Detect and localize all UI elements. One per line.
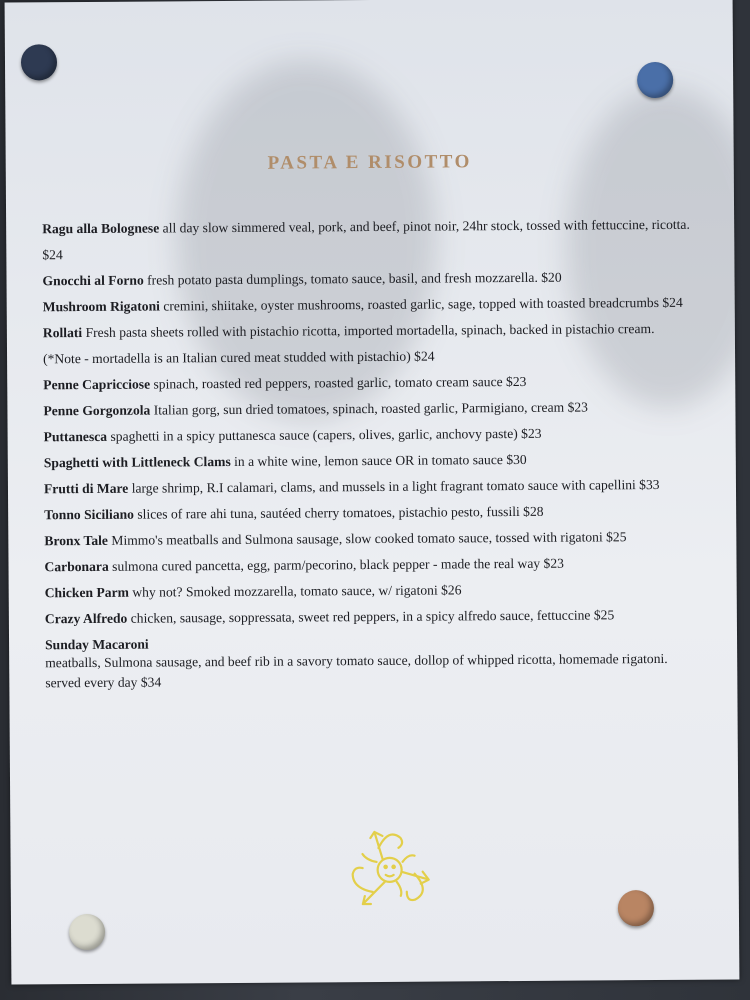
menu-item-description: meatballs, Sulmona sausage, and beef rib in a savory tomato sauce, dollop of whipped ricotta, homemade rigatoni. served every day $34 bbox=[45, 650, 668, 691]
menu-item-description: Fresh pasta sheets rolled with pistachio ricotta, imported mortadella, spinach, backed in pistachio cream. (*Note - mortadella is an Italian cured meat studded with pistachio) $24 bbox=[43, 321, 655, 367]
menu-item-name: Sunday Macaroni bbox=[45, 636, 149, 653]
menu-item-name: Bronx Tale bbox=[44, 532, 108, 549]
menu-item-name: Rollati bbox=[42, 325, 83, 341]
menu-item-description: cremini, shiitake, oyster mushrooms, roasted garlic, sage, topped with toasted breadcrumbs $24 bbox=[159, 294, 683, 314]
menu-item-name: Chicken Parm bbox=[44, 584, 129, 601]
magnet-top-left bbox=[21, 44, 57, 80]
menu-item-description: Italian gorg, sun dried tomatoes, spinach, roasted garlic, Parmigiano, cream $23 bbox=[150, 399, 588, 418]
menu-title: PASTA E RISOTTO bbox=[267, 151, 472, 174]
menu-item-description: spinach, roasted red peppers, roasted garlic, tomato cream sauce $23 bbox=[150, 373, 527, 392]
menu-item-name: Mushroom Rigatoni bbox=[42, 298, 160, 315]
menu-item-name: Penne Capricciose bbox=[43, 376, 151, 393]
menu-item-name: Gnocchi al Forno bbox=[42, 272, 144, 289]
menu-item-name: Crazy Alfredo bbox=[44, 610, 128, 627]
menu-item-name: Ragu alla Bolognese bbox=[42, 220, 160, 237]
magnet-bottom-left bbox=[69, 914, 105, 950]
menu-item-description: large shrimp, R.I calamari, clams, and mussels in a light fragrant tomato sauce with capellini $33 bbox=[128, 476, 660, 496]
menu-item-name: Penne Gorgonzola bbox=[43, 402, 151, 419]
menu-item-description: all day slow simmered veal, pork, and beef, pinot noir, 24hr stock, tossed with fettuccine, ricotta. $24 bbox=[42, 216, 690, 263]
magnet-top-right bbox=[637, 62, 673, 98]
menu-item bbox=[42, 212, 692, 269]
menu-item-description: slices of rare ahi tuna, sautéed cherry tomatoes, pistachio pesto, fussili $28 bbox=[133, 503, 544, 522]
menu-item bbox=[45, 633, 695, 694]
menu-item-name: Puttanesca bbox=[43, 428, 108, 445]
menu-item bbox=[43, 316, 693, 373]
menu-sheet bbox=[5, 0, 740, 985]
menu-item bbox=[44, 524, 694, 555]
menu-item-description: spaghetti in a spicy puttanesca sauce (capers, olives, garlic, anchovy paste) $23 bbox=[106, 425, 542, 444]
menu-item-name: Tonno Siciliano bbox=[44, 506, 135, 523]
menu-list bbox=[42, 212, 695, 694]
menu-item-description: Mimmo's meatballs and Sulmona sausage, slow cooked tomato sauce, tossed with rigatoni $25 bbox=[107, 529, 627, 548]
menu-item-name: Spaghetti with Littleneck Clams bbox=[43, 453, 231, 471]
menu-item-description: sulmona cured pancetta, egg, parm/pecorino, black pepper - made the real way $23 bbox=[108, 555, 564, 574]
menu-item-description: fresh potato pasta dumplings, tomato sauce, basil, and fresh mozzarella. $20 bbox=[143, 269, 562, 288]
magnet-bottom-right bbox=[618, 890, 654, 926]
menu-item-name: Carbonara bbox=[44, 558, 109, 575]
menu-item bbox=[44, 472, 694, 503]
menu-item-description: chicken, sausage, soppressata, sweet red peppers, in a spicy alfredo sauce, fettuccine $25 bbox=[127, 607, 615, 626]
menu-item-name: Frutti di Mare bbox=[43, 480, 129, 497]
menu-item-description: why not? Smoked mozzarella, tomato sauce, w/ rigatoni $26 bbox=[128, 582, 462, 600]
menu-item-description: in a white wine, lemon sauce OR in tomato sauce $30 bbox=[230, 451, 527, 469]
menu-item bbox=[45, 602, 695, 633]
trinacria-icon bbox=[344, 826, 435, 913]
